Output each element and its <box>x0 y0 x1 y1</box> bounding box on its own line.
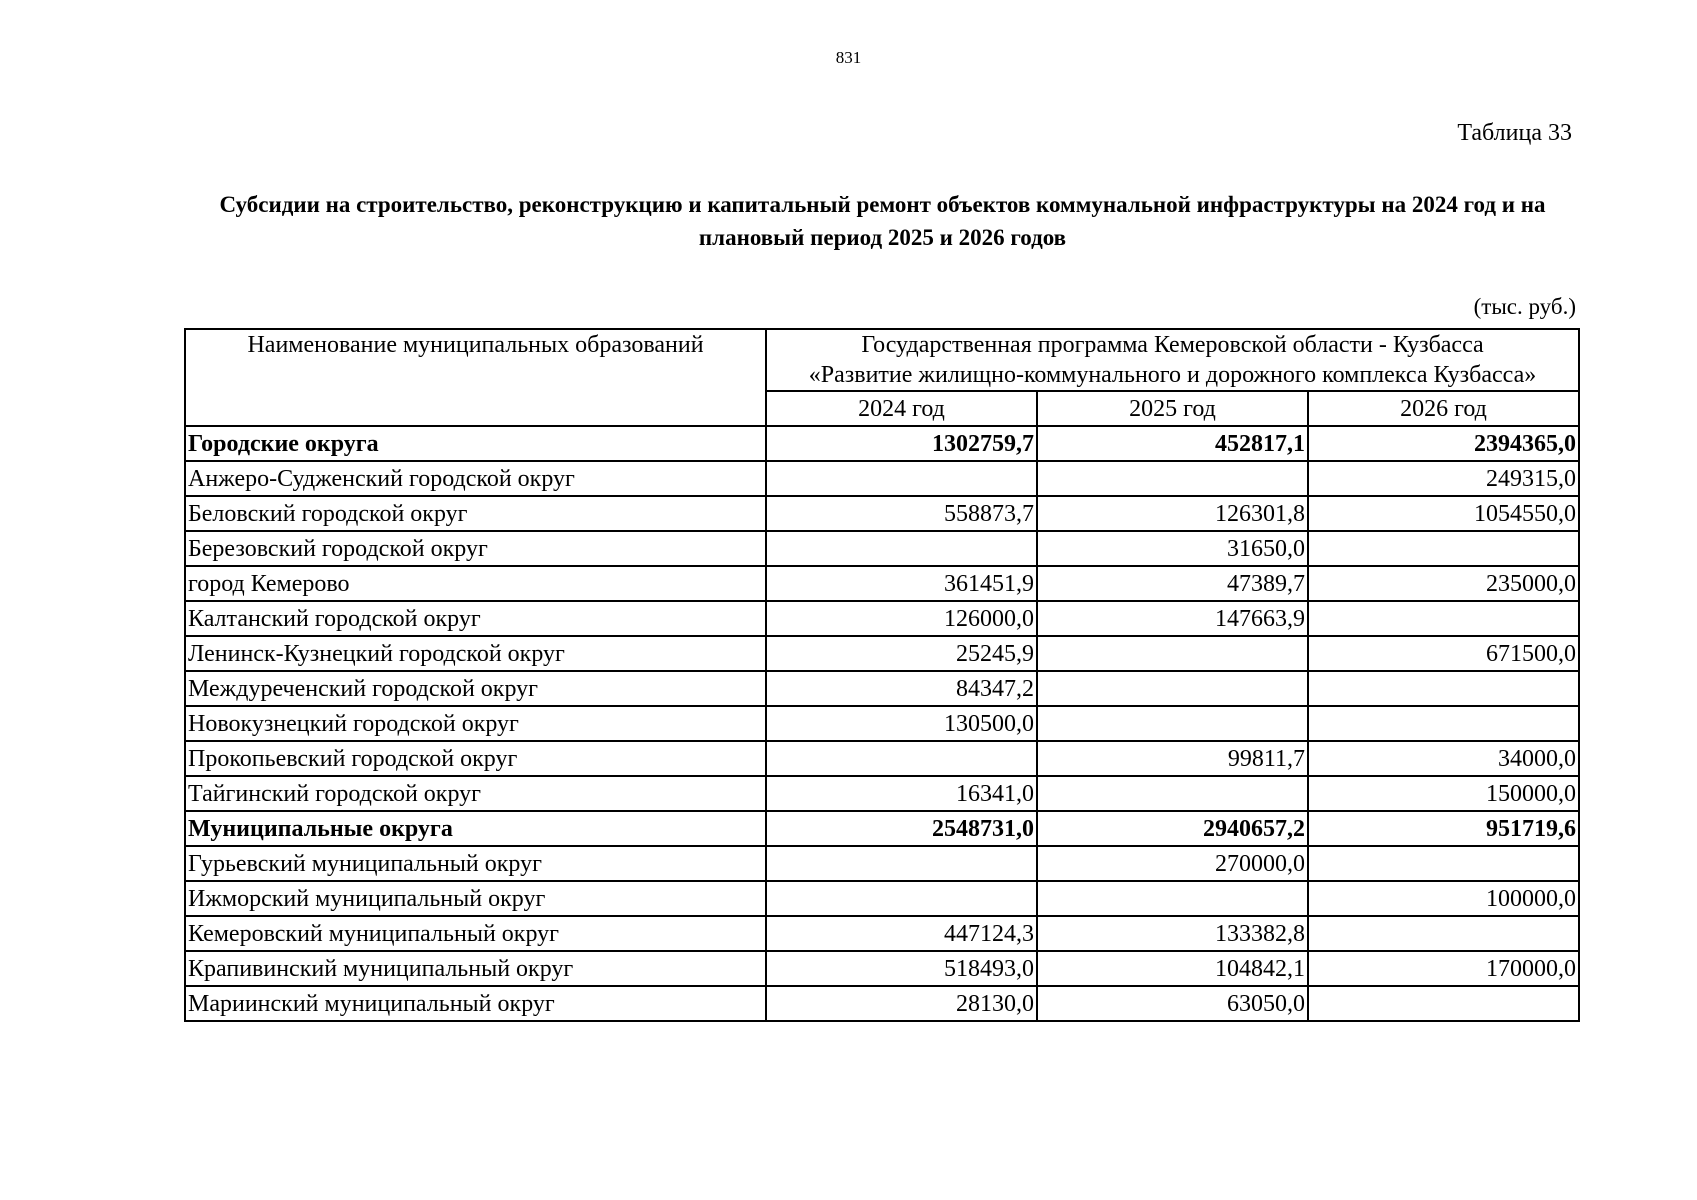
cell-name: Кемеровский муниципальный округ <box>185 916 766 951</box>
cell-2026 <box>1308 986 1579 1021</box>
cell-2024: 2548731,0 <box>766 811 1037 846</box>
cell-2025: 31650,0 <box>1037 531 1308 566</box>
cell-name: Муниципальные округа <box>185 811 766 846</box>
group-row <box>185 811 1579 846</box>
cell-name: Калтанский городской округ <box>185 601 766 636</box>
cell-name: Городские округа <box>185 426 766 461</box>
cell-2026 <box>1308 706 1579 741</box>
cell-2025 <box>1037 776 1308 811</box>
cell-2026 <box>1308 846 1579 881</box>
table-label: Таблица 33 <box>1457 120 1572 146</box>
cell-2025 <box>1037 706 1308 741</box>
cell-2026: 2394365,0 <box>1308 426 1579 461</box>
cell-2026: 170000,0 <box>1308 951 1579 986</box>
cell-2025: 133382,8 <box>1037 916 1308 951</box>
table-row <box>185 706 1579 741</box>
cell-2026: 235000,0 <box>1308 566 1579 601</box>
table-row <box>185 776 1579 811</box>
table-row <box>185 671 1579 706</box>
cell-2026 <box>1308 531 1579 566</box>
cell-name: Мариинский муниципальный округ <box>185 986 766 1021</box>
cell-2026 <box>1308 601 1579 636</box>
cell-2025 <box>1037 881 1308 916</box>
table-row <box>185 531 1579 566</box>
cell-name: Новокузнецкий городской округ <box>185 706 766 741</box>
table-row <box>185 636 1579 671</box>
table-row <box>185 916 1579 951</box>
subsidies-table <box>184 328 1580 1022</box>
cell-2025 <box>1037 461 1308 496</box>
cell-2026: 1054550,0 <box>1308 496 1579 531</box>
cell-2024 <box>766 461 1037 496</box>
cell-name: Ленинск-Кузнецкий городской округ <box>185 636 766 671</box>
header-name-column: Наименование муниципальных образований <box>185 329 766 426</box>
header-year-2024: 2024 год <box>766 391 1037 426</box>
cell-name: Прокопьевский городской округ <box>185 741 766 776</box>
cell-2026: 34000,0 <box>1308 741 1579 776</box>
cell-2025: 126301,8 <box>1037 496 1308 531</box>
cell-2024: 16341,0 <box>766 776 1037 811</box>
group-row <box>185 426 1579 461</box>
cell-name: Гурьевский муниципальный округ <box>185 846 766 881</box>
cell-name: Беловский городской округ <box>185 496 766 531</box>
table-row <box>185 461 1579 496</box>
cell-2024: 130500,0 <box>766 706 1037 741</box>
header-year-2026: 2026 год <box>1308 391 1579 426</box>
cell-name: Крапивинский муниципальный округ <box>185 951 766 986</box>
cell-name: Березовский городской округ <box>185 531 766 566</box>
cell-2024: 361451,9 <box>766 566 1037 601</box>
cell-2024 <box>766 846 1037 881</box>
table-row <box>185 986 1579 1021</box>
cell-2025 <box>1037 671 1308 706</box>
cell-2026: 671500,0 <box>1308 636 1579 671</box>
cell-2024: 518493,0 <box>766 951 1037 986</box>
cell-name: Тайгинский городской округ <box>185 776 766 811</box>
table-row <box>185 881 1579 916</box>
page-number: 831 <box>835 48 862 67</box>
document-title: Субсидии на строительство, реконструкцию и капитальный ремонт объектов коммунальной инфраструктуры на 2024 год и на плановый период 2025 и 2026 годов <box>219 192 1546 250</box>
table-header <box>185 329 1579 426</box>
cell-2025: 452817,1 <box>1037 426 1308 461</box>
cell-2025: 270000,0 <box>1037 846 1308 881</box>
cell-2025: 63050,0 <box>1037 986 1308 1021</box>
cell-2024: 25245,9 <box>766 636 1037 671</box>
cell-2024: 28130,0 <box>766 986 1037 1021</box>
cell-name: Анжеро-Судженский городской округ <box>185 461 766 496</box>
cell-2024 <box>766 881 1037 916</box>
table-body <box>185 426 1579 1021</box>
header-program-line1: Государственная программа Кемеровской области - Кузбасса <box>861 332 1484 358</box>
cell-2026 <box>1308 671 1579 706</box>
cell-2025 <box>1037 636 1308 671</box>
header-year-2025: 2025 год <box>1037 391 1308 426</box>
cell-2025: 2940657,2 <box>1037 811 1308 846</box>
cell-2024: 84347,2 <box>766 671 1037 706</box>
cell-2024: 447124,3 <box>766 916 1037 951</box>
cell-2025: 147663,9 <box>1037 601 1308 636</box>
cell-2026: 150000,0 <box>1308 776 1579 811</box>
table-row <box>185 496 1579 531</box>
table-row <box>185 741 1579 776</box>
cell-2025: 99811,7 <box>1037 741 1308 776</box>
cell-2025: 104842,1 <box>1037 951 1308 986</box>
cell-2024: 126000,0 <box>766 601 1037 636</box>
cell-2026 <box>1308 916 1579 951</box>
cell-2026: 100000,0 <box>1308 881 1579 916</box>
cell-name: Ижморский муниципальный округ <box>185 881 766 916</box>
cell-2024 <box>766 531 1037 566</box>
cell-2024 <box>766 741 1037 776</box>
table-row <box>185 601 1579 636</box>
cell-2024: 558873,7 <box>766 496 1037 531</box>
units-label: (тыс. руб.) <box>1473 294 1576 319</box>
cell-2026: 249315,0 <box>1308 461 1579 496</box>
table-row <box>185 566 1579 601</box>
cell-2024: 1302759,7 <box>766 426 1037 461</box>
table-row <box>185 951 1579 986</box>
table-row <box>185 846 1579 881</box>
cell-2026: 951719,6 <box>1308 811 1579 846</box>
cell-name: Междуреченский городской округ <box>185 671 766 706</box>
cell-name: город Кемерово <box>185 566 766 601</box>
header-program-line2: «Развитие жилищно-коммунального и дорожного комплекса Кузбасса» <box>808 362 1537 388</box>
header-program <box>766 329 1579 391</box>
cell-2025: 47389,7 <box>1037 566 1308 601</box>
